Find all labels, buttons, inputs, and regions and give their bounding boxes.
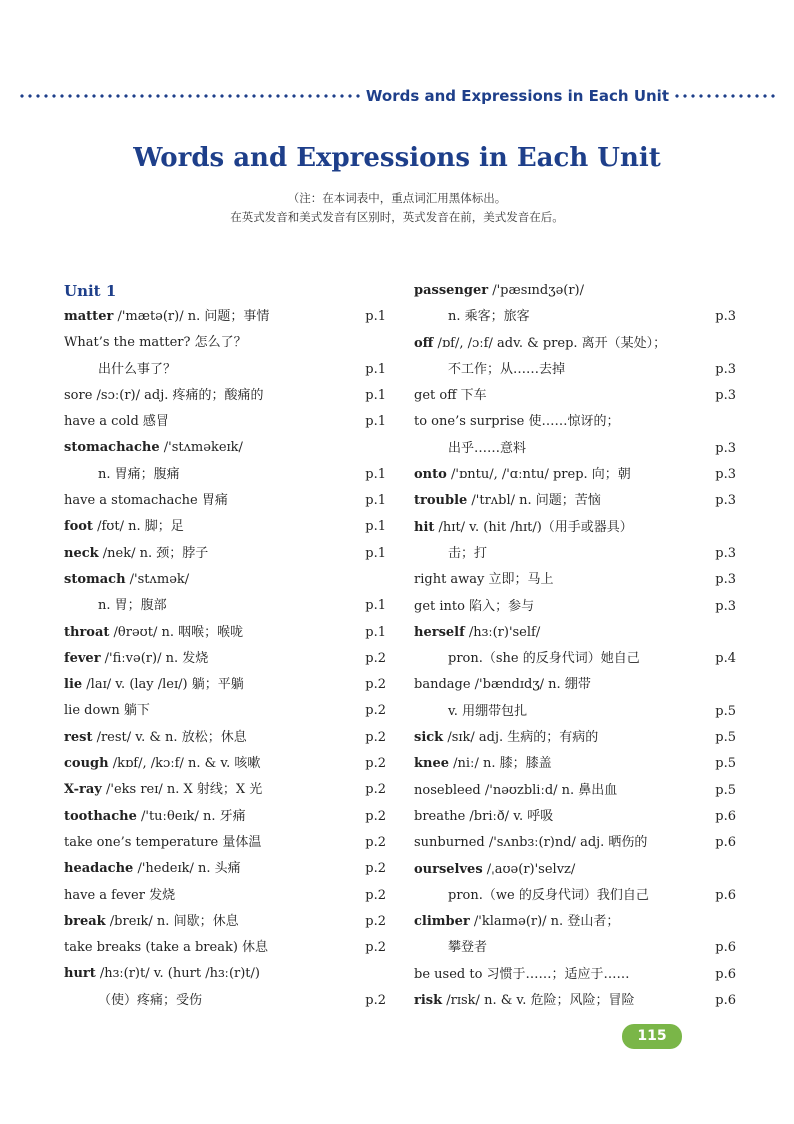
- vocab-entry: [414, 383, 736, 409]
- vocab-entry: [414, 883, 736, 909]
- vocab-entry: [64, 330, 386, 356]
- entry-text: have a cold 感冒: [64, 414, 169, 430]
- entry-text: 出乎……意料: [448, 440, 527, 456]
- vocab-entry: [64, 593, 386, 619]
- entry-text: /rest/ v. & n. 放松；休息: [92, 729, 247, 745]
- entry-text: bandage /'bændɪdʒ/ n. 绷带: [414, 677, 591, 693]
- headword: X-ray: [64, 782, 102, 798]
- vocab-entry: [64, 567, 386, 593]
- note-line-1: （注：在本词表中，重点词汇用黑体标出。: [287, 191, 507, 205]
- entry-text: /'ɒntu/, /'ɑːntu/ prep. 向；朝: [446, 467, 631, 483]
- entry-text: /hɪt/ v. (hit /hɪt/)（用手或器具）: [434, 519, 633, 535]
- entry-text: /ˌaʊə(r)'selvz/: [482, 861, 576, 877]
- headword: foot: [64, 519, 93, 535]
- headword: risk: [414, 993, 443, 1009]
- headword: neck: [64, 545, 99, 561]
- entry-text: What’s the matter? 怎么了？: [64, 335, 247, 351]
- page-ref: p.1: [365, 309, 386, 324]
- vocab-entry: [414, 830, 736, 856]
- page-ref: p.5: [715, 756, 736, 772]
- entry-text: /'trʌbl/ n. 问题；苦恼: [467, 493, 601, 509]
- vocab-entry: [64, 646, 386, 672]
- page-ref: p.3: [715, 361, 736, 377]
- entry-text: n. 胃；腹部: [98, 598, 167, 614]
- vocab-entry: [64, 672, 386, 698]
- vocab-entry: [414, 409, 736, 435]
- running-title: Words and Expressions in Each Unit: [365, 87, 669, 105]
- page-ref: p.2: [365, 992, 386, 1008]
- page-ref: p.1: [365, 387, 386, 403]
- page-ref: p.2: [365, 756, 386, 772]
- vocab-entry: [414, 515, 736, 541]
- entry-text: /niː/ n. 膝；膝盖: [449, 756, 552, 772]
- headword: lie: [64, 677, 83, 693]
- vocab-entry: [414, 567, 736, 593]
- vocab-entry: [64, 751, 386, 777]
- headword: hit: [414, 519, 435, 535]
- left-column: [64, 278, 386, 1014]
- page-ref: p.1: [365, 493, 386, 509]
- vocab-entry: [64, 856, 386, 882]
- page-ref: p.3: [715, 545, 736, 561]
- vocab-entry: [64, 909, 386, 935]
- vocab-entry: [414, 620, 736, 646]
- headword: stomach: [64, 571, 126, 587]
- page-ref: p.2: [365, 703, 386, 719]
- page-ref: p.3: [715, 309, 736, 325]
- headword: onto: [414, 467, 447, 483]
- headword: off: [414, 335, 434, 351]
- page-ref: p.2: [365, 729, 386, 745]
- vocab-entry: [414, 857, 736, 883]
- vocab-entry: [414, 909, 736, 935]
- vocab-entry: [414, 436, 736, 462]
- entry-text: /'tuːθeɪk/ n. 牙痛: [136, 808, 246, 824]
- page-ref: p.1: [365, 414, 386, 430]
- entry-text: sore /sɔː(r)/ adj. 疼痛的；酸痛的: [64, 387, 264, 403]
- page-ref: p.1: [365, 519, 386, 535]
- page-ref: p.1: [365, 361, 386, 377]
- vocab-entry: [414, 962, 736, 988]
- page-ref: p.2: [365, 782, 386, 798]
- entry-text: /fʊt/ n. 脚；足: [92, 519, 184, 535]
- headword: matter: [64, 309, 114, 324]
- vocab-entry: [414, 304, 736, 330]
- headword: climber: [414, 914, 470, 930]
- page-ref: p.5: [715, 782, 736, 798]
- headword: herself: [414, 624, 465, 640]
- entry-text: pron.（we 的反身代词）我们自己: [448, 887, 649, 903]
- entry-text: /'eks reɪ/ n. X 射线；X 光: [101, 782, 263, 798]
- vocab-entry: [414, 699, 736, 725]
- page-ref: p.4: [715, 651, 736, 667]
- page-ref: p.3: [715, 493, 736, 509]
- vocab-entry: [64, 830, 386, 856]
- vocab-entry: [64, 541, 386, 567]
- vocab-entry: [414, 541, 736, 567]
- page-ref: p.6: [715, 966, 736, 982]
- vocab-entry: [414, 935, 736, 961]
- page-ref: p.2: [365, 834, 386, 850]
- running-header: [18, 84, 778, 108]
- headword: toothache: [64, 808, 137, 824]
- vocab-entry: [414, 778, 736, 804]
- page-ref: p.1: [365, 466, 386, 482]
- entry-text: get off 下车: [414, 388, 487, 404]
- vocab-entry: [64, 777, 386, 803]
- page-ref: p.2: [365, 913, 386, 929]
- vocab-entry: [414, 278, 736, 304]
- page-ref: p.6: [715, 835, 736, 851]
- vocab-entry: [64, 988, 386, 1014]
- entry-text: pron.（she 的反身代词）她自己: [448, 651, 640, 667]
- entry-text: 出什么事了？: [98, 361, 177, 377]
- vocab-entry: [414, 672, 736, 698]
- entry-text: /hɜː(r)t/ v. (hurt /hɜː(r)t/): [95, 966, 260, 982]
- page-ref: p.6: [715, 887, 736, 903]
- entry-text: take one’s temperature 量体温: [64, 834, 262, 850]
- page-ref: p.5: [715, 703, 736, 719]
- vocab-entry: [64, 883, 386, 909]
- vocab-entry: [414, 804, 736, 830]
- vocab-entry: [414, 331, 736, 357]
- vocab-entry: [64, 698, 386, 724]
- entry-text: sunburned /'sʌnbɜː(r)nd/ adj. 晒伤的: [414, 835, 648, 851]
- right-column: [414, 278, 736, 1014]
- vocab-entry: [414, 462, 736, 488]
- vocab-entry: [414, 646, 736, 672]
- entry-text: n. 胃痛；腹痛: [98, 466, 180, 482]
- header-dots-right: [673, 94, 778, 98]
- entry-text: （使）疼痛；受伤: [98, 992, 203, 1008]
- entry-text: v. 用绷带包扎: [448, 703, 528, 719]
- vocab-entry: [64, 488, 386, 514]
- entry-text: /kɒf/, /kɔːf/ n. & v. 咳嗽: [108, 756, 261, 772]
- headword: break: [64, 913, 106, 929]
- entry-text: /'pæsɪndʒə(r)/: [488, 283, 585, 298]
- page-ref: p.1: [365, 624, 386, 640]
- headword: rest: [64, 729, 93, 745]
- headword: ourselves: [414, 861, 483, 877]
- vocab-entry: [414, 751, 736, 777]
- entry-text: breathe /briːð/ v. 呼吸: [414, 808, 554, 824]
- page-ref: p.3: [715, 440, 736, 456]
- entry-text: 击；打: [448, 545, 488, 561]
- entry-text: n. 乘客；旅客: [448, 309, 530, 325]
- page-ref: p.2: [365, 808, 386, 824]
- entry-text: 攀登者: [448, 940, 488, 956]
- vocab-entry: [64, 725, 386, 751]
- vocab-entry: [414, 594, 736, 620]
- page-ref: p.2: [365, 677, 386, 693]
- vocab-entry: [64, 514, 386, 540]
- entry-text: /'stʌmək/: [125, 571, 190, 587]
- note-line-2: 在英式发音和美式发音有区别时，英式发音在前，美式发音在后。: [230, 210, 564, 224]
- entry-text: /breɪk/ n. 间歇；休息: [105, 913, 239, 929]
- headword: cough: [64, 756, 109, 772]
- entry-text: lie down 躺下: [64, 703, 150, 719]
- page-ref: p.6: [715, 993, 736, 1009]
- page-ref: p.3: [715, 467, 736, 483]
- vocab-entry: [64, 409, 386, 435]
- headword: hurt: [64, 966, 96, 982]
- vocab-entry: [64, 435, 386, 461]
- headword: sick: [414, 730, 444, 746]
- vocab-entry: [64, 383, 386, 409]
- entry-text: /'hedeɪk/ n. 头痛: [133, 861, 241, 877]
- page-ref: p.2: [365, 861, 386, 877]
- entry-text: be used to 习惯于……；适应于……: [414, 966, 630, 982]
- entry-text: /ɒf/, /ɔːf/ adv. & prep. 离开（某处）；: [433, 335, 667, 351]
- entry-text: take breaks (take a break) 休息: [64, 940, 269, 956]
- unit-heading: Unit 1: [64, 282, 117, 300]
- page-ref: p.2: [365, 650, 386, 666]
- entry-text: /sɪk/ adj. 生病的；有病的: [443, 730, 599, 746]
- page-ref: p.2: [365, 940, 386, 956]
- entry-text: /'stʌməkeɪk/: [159, 440, 243, 456]
- vocab-entry: [64, 620, 386, 646]
- vocab-entry: [414, 488, 736, 514]
- entry-text: /rɪsk/ n. & v. 危险；风险；冒险: [442, 993, 635, 1009]
- entry-text: /'klaɪmə(r)/ n. 登山者；: [469, 914, 620, 930]
- page-number-badge: 115: [622, 1024, 682, 1049]
- header-dots-left: [18, 94, 362, 98]
- vocab-entry: [64, 804, 386, 830]
- entry-text: have a stomachache 胃痛: [64, 493, 228, 509]
- vocab-entry: [414, 357, 736, 383]
- entry-text: /laɪ/ v. (lay /leɪ/) 躺；平躺: [82, 677, 244, 693]
- page-ref: p.5: [715, 730, 736, 746]
- page-title: Words and Expressions in Each Unit: [133, 143, 661, 173]
- vocab-entry: [64, 462, 386, 488]
- page-ref: p.6: [715, 940, 736, 956]
- vocab-entry: [414, 988, 736, 1014]
- entry-text: 不工作；从……去掉: [448, 361, 566, 377]
- headword: knee: [414, 756, 450, 772]
- page-ref: p.6: [715, 808, 736, 824]
- page-ref: p.1: [365, 545, 386, 561]
- headword: throat: [64, 624, 110, 640]
- page-ref: p.1: [365, 598, 386, 614]
- page-ref: p.3: [715, 388, 736, 404]
- page-ref: p.2: [365, 887, 386, 903]
- entry-text: /'fiːvə(r)/ n. 发烧: [100, 650, 209, 666]
- entry-text: /'mætə(r)/ n. 问题；事情: [113, 309, 270, 324]
- vocab-entry: [64, 357, 386, 383]
- headword: fever: [64, 650, 101, 666]
- entry-text: right away 立即；马上: [414, 572, 554, 588]
- entry-text: to one’s surprise 使……惊讶的；: [414, 414, 620, 430]
- entry-text: nosebleed /'nəʊzbliːd/ n. 鼻出血: [414, 782, 618, 798]
- vocab-entry: [64, 935, 386, 961]
- headword: headache: [64, 861, 134, 877]
- vocab-entry: [414, 725, 736, 751]
- entry-text: have a fever 发烧: [64, 887, 176, 903]
- entry-text: /hɜː(r)'self/: [464, 624, 541, 640]
- vocab-entry: [64, 304, 386, 330]
- entry-text: get into 陷入；参与: [414, 598, 535, 614]
- vocab-entry: [64, 961, 386, 987]
- page-ref: p.3: [715, 572, 736, 588]
- headword: stomachache: [64, 440, 160, 456]
- page-ref: p.3: [715, 598, 736, 614]
- headword: trouble: [414, 493, 468, 509]
- headword: passenger: [414, 283, 489, 298]
- entry-text: /θrəʊt/ n. 咽喉；喉咙: [109, 624, 244, 640]
- entry-text: /nek/ n. 颈；脖子: [98, 545, 209, 561]
